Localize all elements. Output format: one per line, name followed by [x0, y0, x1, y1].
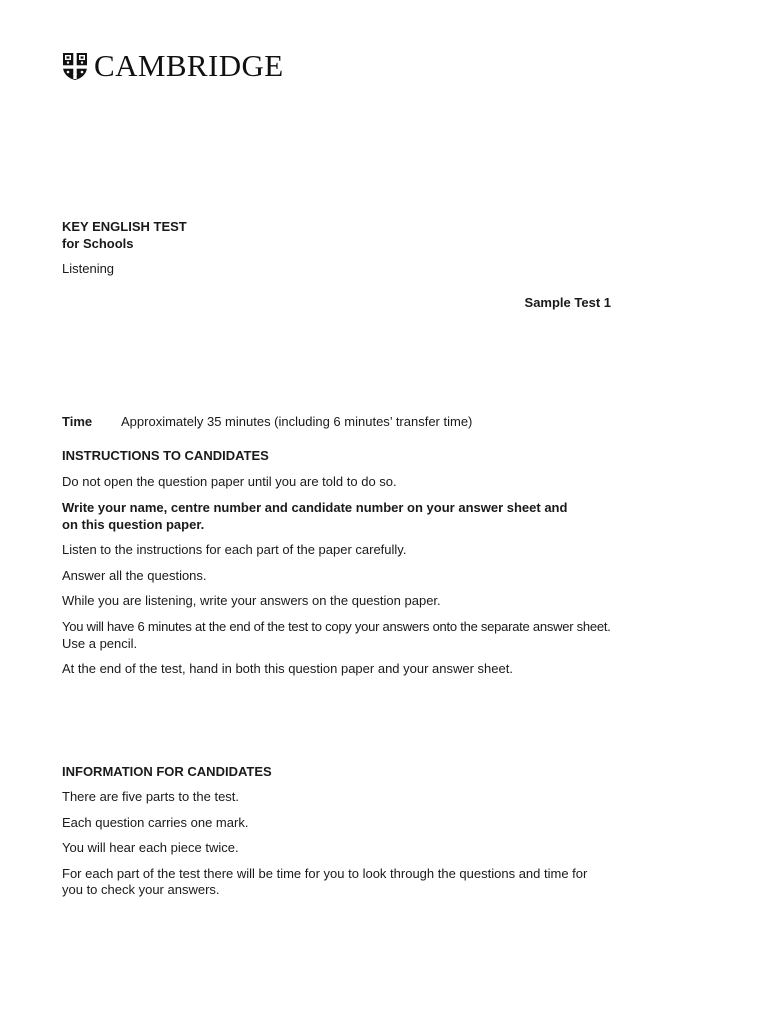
paper-name: Listening [62, 261, 115, 276]
sample-test-label: Sample Test 1 [524, 295, 611, 310]
instruction-item: At the end of the test, hand in both this question paper and your answer sheet. [62, 661, 513, 676]
information-item: For each part of the test there will be time for you to look through the questions and time for [62, 866, 588, 881]
instruction-item: Answer all the questions. [62, 568, 207, 583]
time-label: Time [62, 414, 93, 429]
instruction-item: You will have 6 minutes at the end of the test to copy your answers onto the separate answer sheet. [62, 619, 611, 634]
test-subtitle: for Schools [62, 236, 134, 251]
instruction-item: Write your name, centre number and candidate number on your answer sheet and [62, 500, 568, 515]
instruction-item: Listen to the instructions for each part of the paper carefully. [62, 542, 407, 557]
logo-wordmark: CAMBRIDGE [94, 48, 284, 83]
instructions-heading: INSTRUCTIONS TO CANDIDATES [62, 448, 269, 463]
time-value: Approximately 35 minutes (including 6 minutes’ transfer time) [121, 414, 473, 429]
information-item: You will hear each piece twice. [62, 840, 239, 855]
information-heading: INFORMATION FOR CANDIDATES [62, 764, 272, 779]
information-item: There are five parts to the test. [62, 789, 240, 804]
information-item: you to check your answers. [62, 882, 220, 897]
information-item: Each question carries one mark. [62, 815, 249, 830]
instruction-item: Use a pencil. [62, 636, 138, 651]
instruction-item: While you are listening, write your answers on the question paper. [62, 593, 441, 608]
instruction-item: on this question paper. [62, 517, 205, 532]
cambridge-shield-icon [62, 52, 88, 81]
instruction-item: Do not open the question paper until you are told to do so. [62, 474, 397, 489]
test-title: KEY ENGLISH TEST [62, 219, 187, 234]
cambridge-logo [62, 48, 284, 83]
